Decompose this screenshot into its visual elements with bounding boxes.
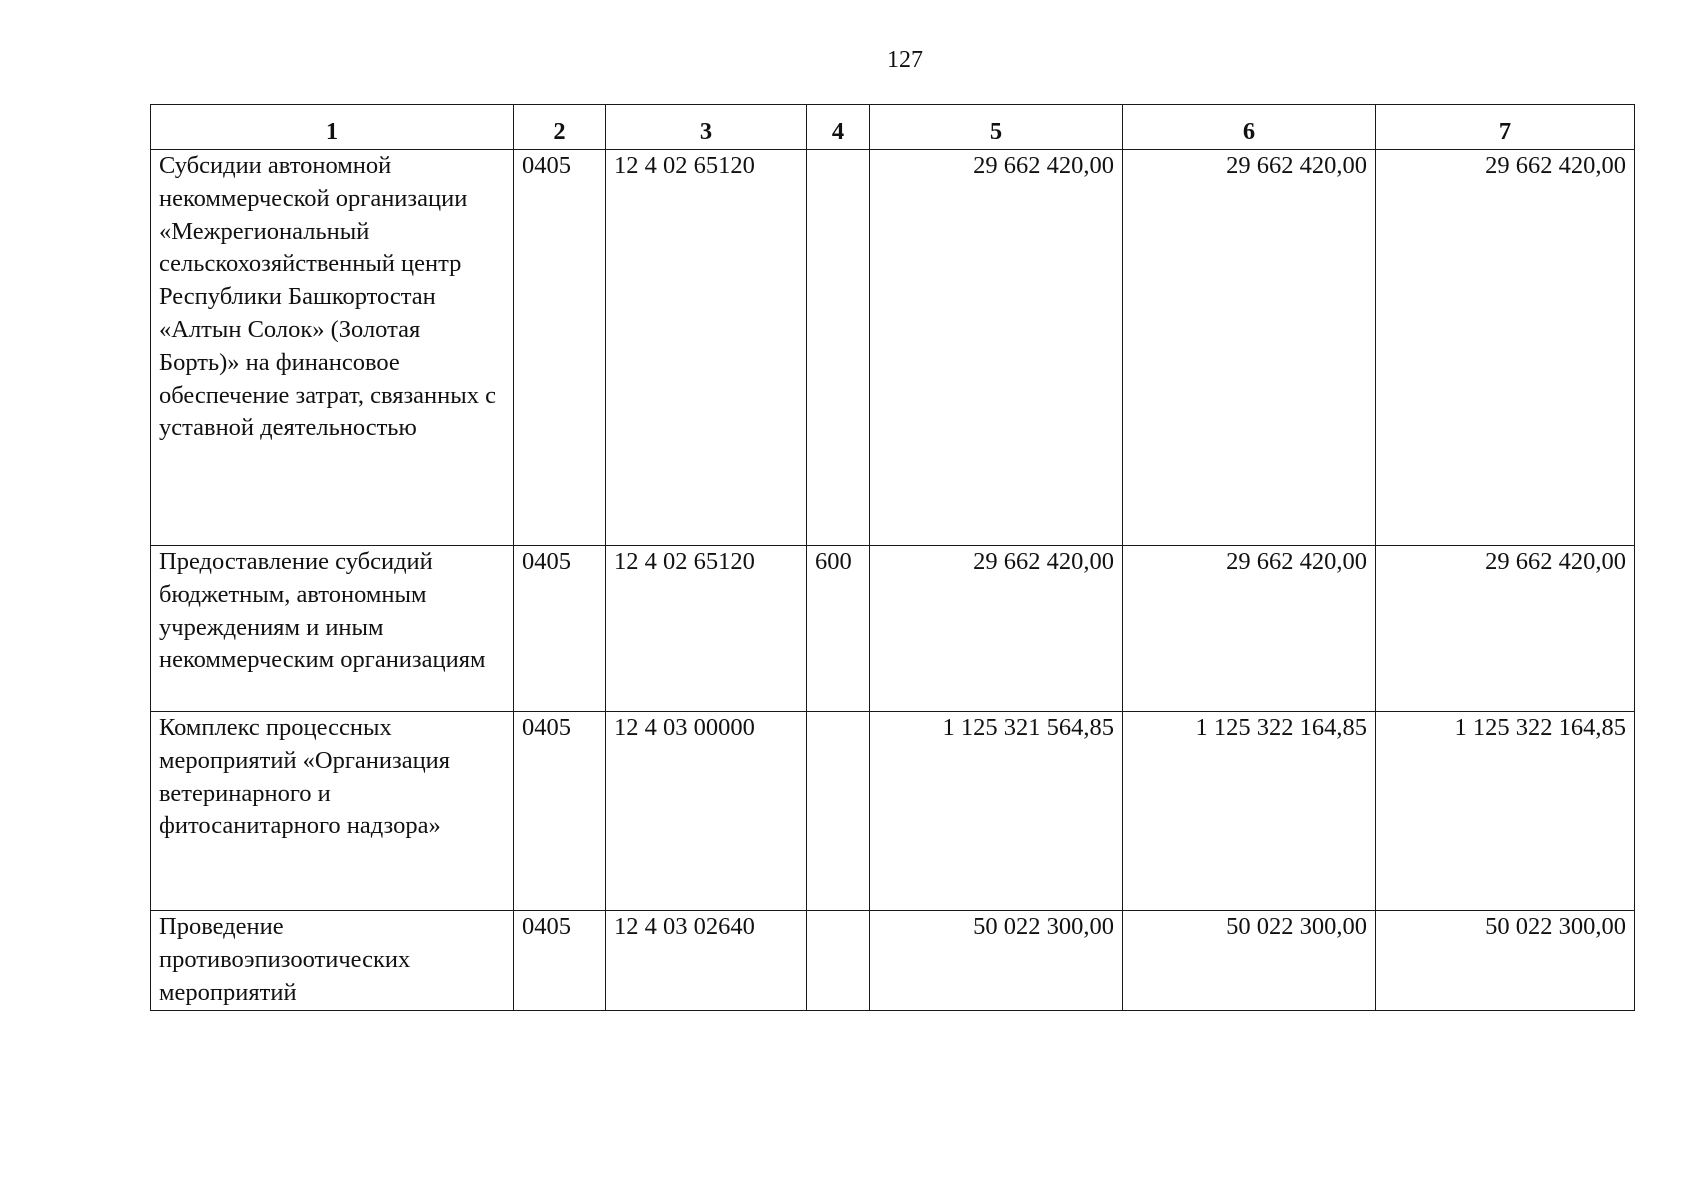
table-row [151, 712, 1635, 911]
row-sum-3: 1 125 322 164,85 [1376, 712, 1635, 911]
row-target: 12 4 03 00000 [606, 712, 807, 911]
row-sum-1: 1 125 321 564,85 [870, 712, 1123, 911]
row-sum-1: 50 022 300,00 [870, 911, 1123, 1011]
table-row [151, 150, 1635, 546]
header-row [151, 105, 1635, 150]
row-expense-type [807, 150, 870, 546]
row-sum-2: 29 662 420,00 [1123, 546, 1376, 712]
row-target: 12 4 02 65120 [606, 546, 807, 712]
row-section: 0405 [514, 150, 606, 546]
column-header-5: 5 [870, 105, 1123, 150]
row-name: Комплекс процессных мероприятий «Организация ветеринарного и фитосанитарного надзора» [151, 712, 514, 911]
row-name: Проведение противоэпизоотических мероприятий [151, 911, 514, 1011]
row-expense-type [807, 911, 870, 1011]
row-sum-2: 1 125 322 164,85 [1123, 712, 1376, 911]
row-target: 12 4 03 02640 [606, 911, 807, 1011]
row-sum-3: 50 022 300,00 [1376, 911, 1635, 1011]
column-header-2: 2 [514, 105, 606, 150]
row-sum-1: 29 662 420,00 [870, 150, 1123, 546]
row-sum-2: 29 662 420,00 [1123, 150, 1376, 546]
column-header-6: 6 [1123, 105, 1376, 150]
row-section: 0405 [514, 911, 606, 1011]
row-sum-1: 29 662 420,00 [870, 546, 1123, 712]
column-header-4: 4 [807, 105, 870, 150]
table-row [151, 546, 1635, 712]
row-expense-type [807, 712, 870, 911]
row-name: Предоставление субсидий бюджетным, автономным учреждениям и иным некоммерческим организациям [151, 546, 514, 712]
row-sum-3: 29 662 420,00 [1376, 546, 1635, 712]
column-header-3: 3 [606, 105, 807, 150]
row-section: 0405 [514, 546, 606, 712]
row-sum-3: 29 662 420,00 [1376, 150, 1635, 546]
row-target: 12 4 02 65120 [606, 150, 807, 546]
row-sum-2: 50 022 300,00 [1123, 911, 1376, 1011]
column-header-1: 1 [151, 105, 514, 150]
page-number: 127 [887, 47, 923, 73]
row-name: Субсидии автономной некоммерческой организации «Межрегиональный сельскохозяйственный центр Республики Башкортостан «Алтын Солок» (Золотая Борть)» на финансовое обеспечение затрат, связанных с уставной деятельностью [151, 150, 514, 546]
row-section: 0405 [514, 712, 606, 911]
column-header-7: 7 [1376, 105, 1635, 150]
row-expense-type: 600 [807, 546, 870, 712]
budget-table [150, 104, 1635, 1011]
table-row [151, 911, 1635, 1011]
